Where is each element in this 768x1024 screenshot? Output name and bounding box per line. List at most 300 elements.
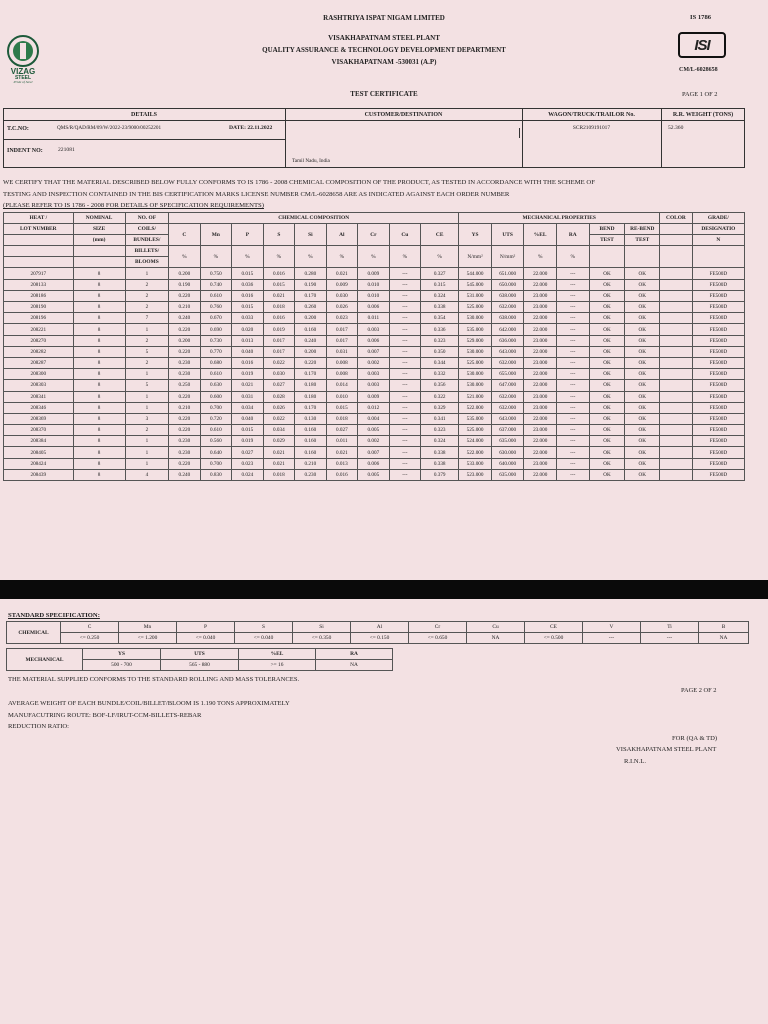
table-cell: 23.000: [524, 357, 557, 368]
table-cell: 23.000: [524, 391, 557, 402]
col-uts: UTS: [491, 224, 524, 246]
table-cell: 0.200: [169, 335, 201, 346]
table-cell: 0.760: [200, 302, 232, 313]
std-chem-col: Si: [293, 622, 351, 633]
table-cell: 23.000: [524, 302, 557, 313]
table-row: [4, 469, 745, 480]
std-mech-col: UTS: [161, 649, 239, 660]
table-cell: 8: [73, 324, 125, 335]
table-cell: 650.000: [491, 279, 524, 290]
std-chem-value: ---: [583, 633, 641, 644]
table-cell: FE500D: [692, 324, 744, 335]
table-cell: 0.160: [295, 436, 327, 447]
unit-pct: %: [200, 246, 232, 268]
table-cell: 8: [73, 391, 125, 402]
table-cell: 208186: [4, 290, 74, 301]
std-chem-col: Cr: [409, 622, 467, 633]
logo-tagline: Pride of Steel: [13, 80, 33, 84]
table-cell: 2: [125, 302, 168, 313]
table-cell: ---: [556, 335, 589, 346]
table-cell: 522.000: [459, 447, 492, 458]
document-title: TEST CERTIFICATE: [350, 90, 418, 98]
table-row: [4, 290, 745, 301]
unit-pct: %: [295, 246, 327, 268]
table-cell: 0.015: [232, 268, 264, 279]
table-cell: ---: [389, 357, 421, 368]
std-chem-col: Cu: [467, 622, 525, 633]
col-ys: YS: [459, 224, 492, 246]
table-cell: 0.180: [295, 380, 327, 391]
blooms-header: BLOOMS: [125, 257, 168, 268]
table-cell: 632.000: [491, 402, 524, 413]
table-cell: OK: [589, 458, 625, 469]
table-cell: 642.000: [491, 324, 524, 335]
table-cell: OK: [589, 413, 625, 424]
table-cell: ---: [556, 290, 589, 301]
table-cell: 0.680: [200, 357, 232, 368]
table-cell: 0.700: [200, 458, 232, 469]
table-cell: 637.000: [491, 425, 524, 436]
table-cell: FE500D: [692, 313, 744, 324]
table-cell: 8: [73, 469, 125, 480]
table-cell: 530.000: [459, 346, 492, 357]
std-chem-col: Ti: [641, 622, 699, 633]
table-cell: [660, 469, 693, 480]
coils-header: COILS/: [125, 224, 168, 235]
table-cell: 22.000: [524, 369, 557, 380]
table-cell: ---: [389, 324, 421, 335]
table-cell: 8: [73, 458, 125, 469]
customer-header: CUSTOMER/DESTINATION: [364, 112, 443, 118]
table-cell: 0.016: [232, 357, 264, 368]
table-cell: 0.021: [326, 447, 358, 458]
table-cell: 8: [73, 302, 125, 313]
table-cell: OK: [625, 279, 660, 290]
designation-n-header: N: [692, 235, 744, 246]
table-cell: ---: [389, 302, 421, 313]
table-cell: 0.170: [295, 369, 327, 380]
unit-pct: %: [421, 246, 459, 268]
table-cell: 0.004: [358, 413, 390, 424]
table-cell: 208196: [4, 313, 74, 324]
table-cell: 0.003: [358, 324, 390, 335]
table-cell: OK: [589, 268, 625, 279]
table-row: [4, 335, 745, 346]
table-cell: 0.210: [295, 458, 327, 469]
table-cell: OK: [589, 380, 625, 391]
table-cell: ---: [389, 290, 421, 301]
table-cell: OK: [625, 458, 660, 469]
table-cell: 0.028: [263, 391, 295, 402]
table-cell: 8: [73, 290, 125, 301]
table-row: [4, 324, 745, 335]
table-cell: 0.170: [295, 402, 327, 413]
table-cell: 23.000: [524, 402, 557, 413]
table-cell: FE500D: [692, 436, 744, 447]
table-cell: 0.027: [263, 380, 295, 391]
table-cell: 0.006: [358, 335, 390, 346]
table-cell: 0.338: [421, 447, 459, 458]
table-cell: ---: [556, 380, 589, 391]
table-cell: 0.240: [169, 313, 201, 324]
col-mn: Mn: [200, 224, 232, 246]
table-cell: 0.016: [263, 268, 295, 279]
table-cell: ---: [389, 425, 421, 436]
table-cell: FE500D: [692, 279, 744, 290]
table-cell: 0.220: [169, 425, 201, 436]
std-mech-value: 500 - 700: [83, 660, 161, 671]
average-weight: AVERAGE WEIGHT OF EACH BUNDLE/COIL/BILLET/BLOOM IS 1.190 TONS APPROXIMATELY: [8, 700, 290, 707]
table-cell: 632.000: [491, 302, 524, 313]
table-cell: 0.006: [358, 458, 390, 469]
table-cell: FE500D: [692, 413, 744, 424]
tc-number: QMS/R/QAD/RM/09/W/2022-23/9000/00252201: [57, 125, 162, 131]
table-cell: FE500D: [692, 391, 744, 402]
table-cell: OK: [589, 335, 625, 346]
table-cell: ---: [556, 436, 589, 447]
table-row: [4, 413, 745, 424]
rr-weight: 52.360: [668, 125, 684, 131]
table-cell: FE500D: [692, 369, 744, 380]
table-cell: 523.000: [459, 469, 492, 480]
table-cell: ---: [556, 268, 589, 279]
standard-number: IS 1786: [690, 14, 712, 21]
wagon-header: WAGON/TRUCK/TRAILOR No.: [548, 112, 635, 118]
vizag-steel-logo: [5, 34, 41, 88]
color-header: COLOR: [660, 213, 693, 224]
table-cell: 0.740: [200, 279, 232, 290]
destination: Tamil Nadu, India: [292, 158, 330, 164]
unit-pct: %: [232, 246, 264, 268]
table-cell: 635.000: [491, 436, 524, 447]
std-mech-col: YS: [83, 649, 161, 660]
table-cell: 23.000: [524, 458, 557, 469]
table-cell: OK: [625, 447, 660, 458]
table-cell: 0.230: [169, 369, 201, 380]
rebend-test-header: TEST: [625, 235, 660, 246]
table-cell: 525.000: [459, 425, 492, 436]
table-cell: 0.008: [326, 369, 358, 380]
table-cell: 8: [73, 357, 125, 368]
table-cell: 0.250: [169, 380, 201, 391]
table-cell: 22.000: [524, 313, 557, 324]
std-chem-col: Al: [351, 622, 409, 633]
chem-header: CHEMICAL COMPOSITION: [169, 213, 459, 224]
table-cell: 530.000: [459, 369, 492, 380]
table-cell: 22.000: [524, 324, 557, 335]
std-chem-col: B: [699, 622, 749, 633]
table-cell: FE500D: [692, 447, 744, 458]
table-cell: ---: [389, 313, 421, 324]
table-cell: 0.026: [263, 402, 295, 413]
table-cell: 208341: [4, 391, 74, 402]
table-cell: 0.034: [263, 425, 295, 436]
table-cell: FE500D: [692, 268, 744, 279]
table-cell: 0.130: [295, 413, 327, 424]
table-cell: 208346: [4, 402, 74, 413]
table-cell: 0.329: [421, 402, 459, 413]
table-cell: OK: [589, 279, 625, 290]
col-c: C: [169, 224, 201, 246]
table-cell: 0.002: [358, 436, 390, 447]
table-cell: 207917: [4, 268, 74, 279]
table-cell: 0.323: [421, 335, 459, 346]
table-cell: 0.017: [326, 324, 358, 335]
table-cell: 0.034: [232, 402, 264, 413]
table-cell: ---: [556, 324, 589, 335]
table-cell: [660, 268, 693, 279]
table-cell: 0.021: [326, 268, 358, 279]
table-cell: 1: [125, 436, 168, 447]
table-cell: OK: [589, 290, 625, 301]
bundles-header: BUNDLES/: [125, 235, 168, 246]
table-cell: 22.000: [524, 469, 557, 480]
table-cell: OK: [625, 335, 660, 346]
table-cell: 0.180: [295, 391, 327, 402]
table-cell: 0.230: [169, 436, 201, 447]
table-row: [4, 458, 745, 469]
table-cell: 0.009: [326, 279, 358, 290]
std-mech-col: %EL: [239, 649, 316, 660]
table-cell: 521.000: [459, 391, 492, 402]
table-row: [4, 391, 745, 402]
standard-mechanical-table: [6, 648, 393, 671]
unit-pct: %: [169, 246, 201, 268]
table-cell: 638.000: [491, 313, 524, 324]
table-cell: OK: [625, 357, 660, 368]
table-cell: ---: [389, 279, 421, 290]
table-row: [4, 279, 745, 290]
table-cell: 0.220: [169, 391, 201, 402]
table-cell: OK: [589, 369, 625, 380]
table-row: [4, 369, 745, 380]
table-cell: 0.007: [358, 447, 390, 458]
table-cell: 0.013: [326, 458, 358, 469]
table-cell: 0.210: [169, 402, 201, 413]
table-cell: 2: [125, 335, 168, 346]
table-cell: 208424: [4, 458, 74, 469]
table-cell: 0.005: [358, 469, 390, 480]
table-cell: 0.030: [263, 369, 295, 380]
table-cell: 0.610: [200, 425, 232, 436]
table-cell: 0.021: [263, 290, 295, 301]
wagon-number: SCR2109191017: [572, 125, 611, 131]
table-row: [4, 357, 745, 368]
table-cell: OK: [589, 447, 625, 458]
weight-header: R.R. WEIGHT (TONS): [672, 112, 734, 118]
table-cell: 2: [125, 279, 168, 290]
col-s: S: [263, 224, 295, 246]
table-cell: 0.005: [358, 425, 390, 436]
table-cell: 22.000: [524, 279, 557, 290]
table-cell: 0.170: [295, 290, 327, 301]
table-cell: 22.000: [524, 380, 557, 391]
table-cell: OK: [589, 391, 625, 402]
table-cell: ---: [556, 413, 589, 424]
company-name: RASHTRIYA ISPAT NIGAM LIMITED: [323, 14, 445, 22]
table-cell: 1: [125, 447, 168, 458]
signature-line-1: FOR (QA & TD): [672, 735, 718, 742]
table-cell: [660, 324, 693, 335]
table-cell: OK: [625, 380, 660, 391]
unit-pct: %: [263, 246, 295, 268]
table-cell: 208370: [4, 425, 74, 436]
table-cell: OK: [625, 425, 660, 436]
unit-pct: %: [358, 246, 390, 268]
table-cell: ---: [389, 402, 421, 413]
isi-mark-text: ISI: [694, 36, 710, 54]
page-number-2: PAGE 2 OF 2: [681, 687, 717, 694]
rebend-header: RE-BEND: [625, 224, 660, 235]
table-cell: 8: [73, 380, 125, 391]
table-cell: ---: [556, 425, 589, 436]
table-cell: 0.690: [200, 324, 232, 335]
table-cell: [660, 346, 693, 357]
chemical-label: CHEMICAL: [7, 622, 61, 644]
table-cell: 8: [73, 402, 125, 413]
table-cell: ---: [556, 357, 589, 368]
std-chem-value: <= 0.250: [61, 633, 119, 644]
table-cell: 0.200: [295, 313, 327, 324]
table-cell: 0.220: [169, 290, 201, 301]
table-cell: 0.338: [421, 458, 459, 469]
table-cell: 0.020: [232, 324, 264, 335]
table-cell: 8: [73, 268, 125, 279]
std-mech-col: RA: [316, 649, 393, 660]
table-cell: 5: [125, 346, 168, 357]
table-cell: 0.610: [200, 369, 232, 380]
certify-line-3: (PLEASE REFER TO IS 1786 - 2008 FOR DETAILS OF SPECIFICATION REQUIREMENTS): [3, 202, 264, 209]
table-cell: 0.016: [326, 469, 358, 480]
table-cell: 0.010: [358, 290, 390, 301]
table-cell: 636.000: [491, 335, 524, 346]
table-cell: ---: [556, 458, 589, 469]
table-cell: 0.024: [232, 469, 264, 480]
table-cell: 0.322: [421, 391, 459, 402]
size-header: SIZE: [73, 224, 125, 235]
table-cell: 0.027: [232, 447, 264, 458]
std-chem-col: Mn: [119, 622, 177, 633]
std-chem-value: <= 0.650: [409, 633, 467, 644]
department-name: QUALITY ASSURANCE & TECHNOLOGY DEVELOPMENT DEPARTMENT: [262, 46, 506, 54]
table-cell: ---: [389, 413, 421, 424]
table-cell: 208384: [4, 436, 74, 447]
table-cell: 208439: [4, 469, 74, 480]
table-cell: 0.332: [421, 369, 459, 380]
table-cell: ---: [556, 369, 589, 380]
table-cell: FE500D: [692, 357, 744, 368]
indent-label: INDENT NO:: [7, 148, 43, 154]
table-cell: 638.000: [491, 290, 524, 301]
table-cell: 1: [125, 268, 168, 279]
standard-spec-title: STANDARD SPECIFICATION:: [8, 612, 100, 619]
table-cell: [660, 458, 693, 469]
page-separator: [0, 580, 768, 599]
table-cell: OK: [625, 413, 660, 424]
table-cell: 545.000: [459, 279, 492, 290]
table-cell: 0.015: [263, 279, 295, 290]
table-cell: 8: [73, 413, 125, 424]
table-cell: 0.009: [358, 268, 390, 279]
indent-number: 221081: [58, 147, 75, 153]
table-cell: 8: [73, 279, 125, 290]
table-cell: 0.021: [263, 458, 295, 469]
table-cell: 0.220: [295, 357, 327, 368]
table-cell: 22.000: [524, 268, 557, 279]
table-cell: 0.011: [326, 436, 358, 447]
table-cell: OK: [625, 391, 660, 402]
table-cell: 8: [73, 313, 125, 324]
col-ra: RA: [556, 224, 589, 246]
table-cell: 0.315: [421, 279, 459, 290]
certify-line-1: WE CERTIFY THAT THE MATERIAL DESCRIBED BELOW FULLY CONFORMS TO IS 1786 - 2008 CHEMICAL COMPOSITION OF THE PRODUCT, AS TESTED IN ACCORDANCE WITH THE SCHEME OF: [3, 179, 595, 186]
table-cell: 0.014: [326, 380, 358, 391]
table-cell: 0.324: [421, 290, 459, 301]
table-cell: FE500D: [692, 469, 744, 480]
table-cell: OK: [625, 469, 660, 480]
plant-name: VISAKHAPATNAM STEEL PLANT: [328, 34, 440, 42]
table-cell: 22.000: [524, 346, 557, 357]
table-row: [4, 447, 745, 458]
table-cell: 0.021: [263, 447, 295, 458]
table-cell: 0.344: [421, 357, 459, 368]
table-cell: 0.031: [326, 346, 358, 357]
table-cell: 0.356: [421, 380, 459, 391]
table-cell: ---: [556, 279, 589, 290]
table-row: [4, 302, 745, 313]
table-cell: 0.730: [200, 335, 232, 346]
table-cell: 4: [125, 469, 168, 480]
table-cell: 0.341: [421, 413, 459, 424]
isi-mark-icon: [678, 32, 726, 58]
std-chem-col: V: [583, 622, 641, 633]
table-cell: 5: [125, 380, 168, 391]
table-cell: 0.008: [326, 357, 358, 368]
table-cell: 0.017: [263, 335, 295, 346]
plant-address: VISAKHAPATNAM -530031 (A.P): [331, 58, 437, 66]
table-cell: 0.240: [295, 335, 327, 346]
std-chem-value: ---: [641, 633, 699, 644]
table-cell: ---: [389, 268, 421, 279]
table-cell: OK: [625, 346, 660, 357]
table-cell: 0.022: [263, 413, 295, 424]
table-cell: FE500D: [692, 425, 744, 436]
std-chem-col: CE: [525, 622, 583, 633]
table-cell: 0.016: [232, 290, 264, 301]
table-cell: 8: [73, 335, 125, 346]
table-cell: 0.003: [358, 369, 390, 380]
table-cell: 8: [73, 346, 125, 357]
table-cell: 7: [125, 313, 168, 324]
table-cell: 208300: [4, 369, 74, 380]
table-cell: 0.338: [421, 302, 459, 313]
details-header: DETAILS: [131, 112, 157, 118]
table-cell: FE500D: [692, 380, 744, 391]
table-cell: 635.000: [491, 469, 524, 480]
table-cell: OK: [625, 290, 660, 301]
table-cell: 0.023: [326, 313, 358, 324]
std-chem-value: <= 0.350: [293, 633, 351, 644]
table-cell: FE500D: [692, 402, 744, 413]
std-chem-col: C: [61, 622, 119, 633]
table-cell: 1: [125, 324, 168, 335]
table-cell: OK: [589, 302, 625, 313]
unit-nmm: N/mm²: [491, 246, 524, 268]
table-cell: 0.720: [200, 413, 232, 424]
billets-header: BILLETS/: [125, 246, 168, 257]
table-cell: 208190: [4, 302, 74, 313]
table-cell: 0.350: [421, 346, 459, 357]
